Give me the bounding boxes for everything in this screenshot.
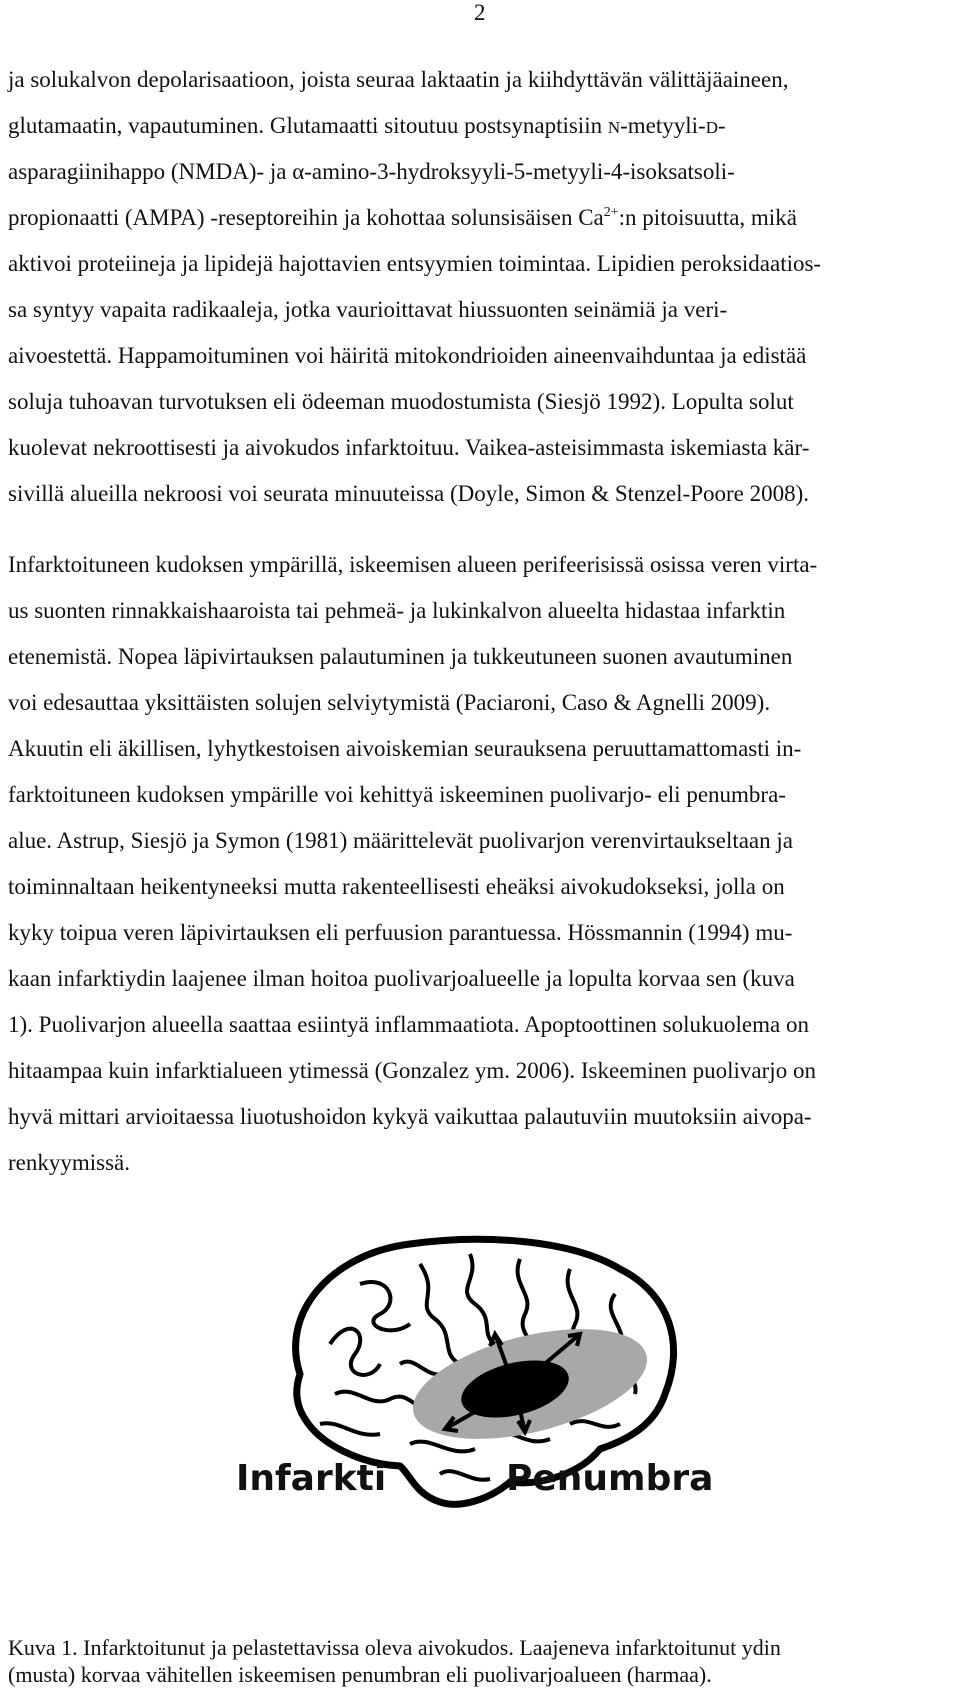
small-caps-d: D [705,118,718,137]
text-line: alue. Astrup, Siesjö ja Symon (1981) määrittelevät puolivarjon verenvirtaukseltaan ja [8,828,793,853]
text-line: voi edesauttaa yksittäisten solujen selviytymistä (Paciaroni, Caso & Agnelli 2009). [8,690,771,715]
text-span: propionaatti (AMPA) -reseptoreihin ja kohottaa solunsisäisen Ca [8,205,604,230]
text-line: hitaampaa kuin infarktialueen ytimessä (Gonzalez ym. 2006). Iskeeminen puolivarjo on [8,1058,816,1083]
text-line: toiminnaltaan heikentyneeksi mutta rakenteellisesti eheäksi aivokudokseksi, jolla on [8,874,785,899]
label-infarkti: Infarkti [236,1458,387,1499]
text-line: kaan infarktiydin laajenee ilman hoitoa puolivarjoalueelle ja lopulta korvaa sen (kuva [8,966,795,991]
page-number: 2 [474,0,486,25]
text-line: Infarktoituneen kudoksen ympärillä, iskeemisen alueen perifeerisissä osissa veren virta- [8,552,818,577]
paragraph-2 [8,542,928,1186]
text-span: -metyyli- [620,113,706,138]
text-line: farktoituneen kudoksen ympärille voi kehittyä iskeeminen puolivarjo- eli penumbra- [8,782,786,807]
small-caps-n: N [607,118,621,137]
text-line: Akuutin eli äkillisen, lyhytkestoisen aivoiskemian seurauksena peruuttamattomasti in- [8,736,802,761]
text-line: aivoestettä. Happamoituminen voi häiritä mitokondrioiden aineenvaihduntaa ja edistää [8,343,807,368]
text-span: glutamaatin, vapautuminen. Glutamaatti sitoutuu postsynaptisiin [8,113,608,138]
text-line: etenemistä. Nopea läpivirtauksen palautuminen ja tukkeutuneen suonen avautuminen [8,644,793,669]
brain-figure [236,1224,714,1524]
text-line: sivillä alueilla nekroosi voi seurata minuuteissa (Doyle, Simon & Stenzel-Poore 2008). [8,481,810,506]
caption-line: (musta) korvaa vähitellen iskeemisen penumbran eli puolivarjoalueen (harmaa). [8,1662,712,1687]
text-line: kuolevat nekroottisesti ja aivokudos infarktoituu. Vaikea-asteisimmasta iskemiasta kär- [8,435,810,460]
text-span: - [718,113,726,138]
text-line: hyvä mittari arvioitaessa liuotushoidon kykyä vaikuttaa palautuviin muutoksiin aivopa- [8,1104,812,1129]
text-line: ja solukalvon depolarisaatioon, joista seuraa laktaatin ja kiihdyttävän välittäjäaineen, [8,67,789,92]
text-line [8,103,928,149]
text-line: kyky toipua veren läpivirtauksen eli perfuusion parantuessa. Hössmannin (1994) mu- [8,920,793,945]
paragraph-1 [8,57,928,517]
text-line: us suonten rinnakkaishaaroista tai pehmeä- ja lukinkalvon alueelta hidastaa infarktin [8,598,786,623]
caption-line: Kuva 1. Infarktoitunut ja pelastettavissa oleva aivokudos. Laajeneva infarktoitunut ydin [8,1635,781,1660]
text-line [8,195,928,241]
label-penumbra: Penumbra [506,1458,714,1499]
text-line: renkyymissä. [8,1150,131,1175]
label-pointers [240,1374,710,1434]
text-span: :n pitoisuutta, mikä [618,205,797,230]
figure-caption [8,1634,948,1688]
text-line: 1). Puolivarjon alueella saattaa esiintyä inflammaatiota. Apoptoottinen solukuolema on [8,1012,809,1037]
text-line: soluja tuhoavan turvotuksen eli ödeeman muodostumista (Siesjö 1992). Lopulta solut [8,389,794,414]
text-line: sa syntyy vapaita radikaaleja, jotka vaurioittavat hiussuonten seinämiä ja veri- [8,297,728,322]
text-line: aktivoi proteiineja ja lipidejä hajottavien entsyymien toimintaa. Lipidien peroksidaatios- [8,251,822,276]
superscript: 2+ [603,205,619,220]
text-line: asparagiinihappo (NMDA)- ja α-amino-3-hydroksyyli-5-metyyli-4-isoksatsoli- [8,159,735,184]
